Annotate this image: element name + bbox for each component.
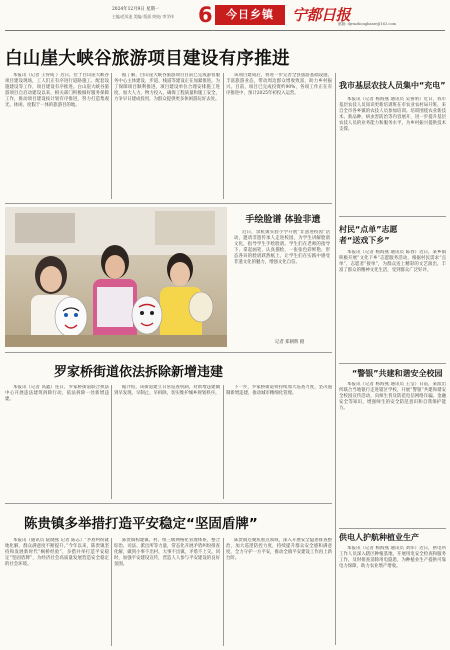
column-divider <box>111 73 112 199</box>
side-article-4-title: 供电人护航种植业生产 <box>339 533 419 542</box>
main-article-col1-text: 本报讯（记者 王得成 ）近日，位于白山崖大峡谷项目建设现场，工人们正有序进行道路施工、配套设施建设等工作，项目建设有序推进。白山崖大峡谷旅游项目自启动建设以来，相关部门积极做好服务保障工作，推动项目建设按计划有序推进，努力打造集观光、休闲、度假于一体的旅游目的地。 <box>5 73 109 108</box>
middle-article-col1-text: 本报讯（记者 高鑫）连日，罗家桥街道联合执法中心开展违法建筑拆除行动，依法拆除一处新增违建。 <box>5 385 109 402</box>
main-article-col3-text: 该项目建成后，将进一步完善全县旅游基础设施，丰富旅游业态，带动周边群众增收致富，助力乡村振兴。目前，项目已完成投资约90%，各项工作正在有序推进中，预计2025年初投入运营。 <box>226 73 332 96</box>
middle-article-col2-text: 据介绍，该街道建立日常巡查机制，对新增违建做到早发现、早制止、早拆除，切实维护城乡规划秩序。 <box>114 385 220 396</box>
middle-article-col2 <box>114 385 220 499</box>
photo-caption-text: 近日，余杭镇实验小学开展“非遗进校园”活动，邀请非遗传承人走进校园，为学生讲解脸谱文化，指导学生手绘脸谱。学生们在老师的指导下，拿起画笔，认真描绘，一张张色彩鲜艳、形态各异的脸谱跃然纸上，让学生们在实践中感受非遗文化的魅力，增强文化自信。 <box>234 230 330 265</box>
bottom-article-col3 <box>226 538 332 646</box>
main-article-col1 <box>5 73 109 199</box>
side-article-2-text: 本报讯（记者 杨海燕 通讯员 陈春）近日，某乡镇积极开展“文化下乡”志愿服务活动，根据村民需求“点单”，志愿者“接单”，为群众送上精彩的文艺演出，丰富了群众的精神文化生活，受到群众广泛好评。 <box>339 250 446 273</box>
bottom-article-col2-text: 陈贵镇构建镇、村、组三级网格化管理体系，整合综治、司法、派出所等力量，常态化开展矛盾纠纷排查化解，做到小事不出村、大事不出镇、矛盾不上交。同时，加强平安建设宣传，营造人人参与平安建设的良好氛围。 <box>114 538 220 567</box>
section-rule <box>5 503 332 504</box>
bottom-article-col2 <box>114 538 220 646</box>
side-article-2-body <box>339 250 446 360</box>
main-article-col2 <box>114 73 220 199</box>
main-article-col3 <box>226 73 332 199</box>
contact-email: 邮箱: djrmzhongbanw@163.com <box>338 22 397 26</box>
column-divider <box>223 73 224 199</box>
masthead <box>0 0 450 38</box>
news-photo <box>5 207 227 347</box>
photo-caption <box>234 230 330 338</box>
side-article-1-body <box>339 97 446 205</box>
bottom-article-col1 <box>5 538 109 646</box>
middle-article-col3 <box>226 385 332 499</box>
classroom-photo-illustration <box>5 207 227 347</box>
photo-caption-title: 手绘脸谱 体验非遗 <box>245 215 321 225</box>
masthead-rule <box>5 30 445 31</box>
middle-article-col3-text: 下一步，罗家桥街道将持续加大巡查力度，坚决遏制新增违建，推动城市精细化管理。 <box>226 385 332 396</box>
sidebar-divider <box>335 73 336 645</box>
side-article-4-text: 本报讯（记者 杨海燕 通讯员 刘伟）近日，供电所工作人员深入辖区种植基地，开展用电安全检查和服务工作，及时排查消除用电隐患，为种植业生产提供可靠电力保障，助力农业增产增收。 <box>339 546 446 569</box>
bottom-article-col3-text: 陈贵镇还聚焦重点领域，深入开展安全隐患排查整治，加大巡逻防控力度，持续提升群众安全感和满意度，全力守护一方平安，推动全镇平安建设工作再上新台阶。 <box>226 538 332 561</box>
side-article-3-text: 本报讯（记者 杨海燕 通讯员 王莹）日前，某派出所联合当地银行走进辖区学校，开展“警银”共建和谐安全校园宣传活动，向师生普及防范电信网络诈骗、金融安全等知识，增强师生的安全防范意识和自我保护能力。 <box>339 382 446 411</box>
column-divider <box>111 385 112 499</box>
page-number: 6 <box>198 3 213 27</box>
editor-line: 主编/范凤池 美编/ 版面 终校/ 李学伟 <box>112 14 174 19</box>
section-rule <box>5 352 332 353</box>
side-article-1-title: 我市基层农技人员集中“充电” <box>339 81 446 90</box>
bottom-article-title: 陈贵镇多举措打造平安稳定“坚固盾牌” <box>24 516 258 532</box>
side-rule <box>339 216 446 217</box>
section-name: 今日乡镇 <box>226 8 274 21</box>
side-article-2-title: 村民“点单”志愿者“送戏下乡” <box>339 225 398 245</box>
column-divider <box>223 385 224 499</box>
column-divider <box>223 538 224 646</box>
middle-article-title: 罗家桥街道依法拆除新增违建 <box>54 365 224 380</box>
side-article-3-title: “警银”共建和谐安全校园 <box>352 369 443 378</box>
main-article-col2-text: 据了解，白山崖大峡谷旅游项目目前已完成游客服务中心主体建设，步道、栈道等建设正在加紧推进。为了保障项目顺利推进，项目建设单位合理安排施工进度，加大人力、物力投入，确保工程质量和施工安全，力争早日建成投用，为群众提供更多休闲游玩好去处。 <box>114 73 220 102</box>
section-banner <box>215 5 285 25</box>
date-line: 2024年12月9日 星期一 <box>112 7 160 12</box>
bottom-article-col1-text: 本报讯（通讯员 阮晓燕 记者 陈志）“矛盾纠纷就地化解，群众满意度不断提升。”今年以来，陈贵镇坚持和发展新时代“枫桥经验”，多措并举打造平安稳定“坚固盾牌”，为经济社会高质量发展营造安全稳定的社会环境。 <box>5 538 109 567</box>
side-article-4-body <box>339 546 446 646</box>
middle-article-col1 <box>5 385 109 499</box>
section-rule <box>5 203 332 204</box>
side-rule <box>339 528 446 529</box>
side-article-1-text: 本报讯（记者 杨海燕 通讯员 吴鲁明）近日，我市基层农技人员知识更新培训班在市农业农村局开班，来自全市各乡镇的农技人员参加培训。培训围绕农业新技术、新品种、病虫害防治等内容展开，进一步提升基层农技人员的业务能力和服务水平，为乡村振兴提供技术支撑。 <box>339 97 446 132</box>
brand-logo: 宁都日报 <box>292 6 351 24</box>
side-article-3-body <box>339 382 446 528</box>
column-divider <box>111 538 112 646</box>
side-rule <box>339 363 446 364</box>
main-article-title: 白山崖大峡谷旅游项目建设有序推进 <box>5 49 290 69</box>
photo-credit: 记者 郑朝辉 摄 <box>275 340 305 345</box>
